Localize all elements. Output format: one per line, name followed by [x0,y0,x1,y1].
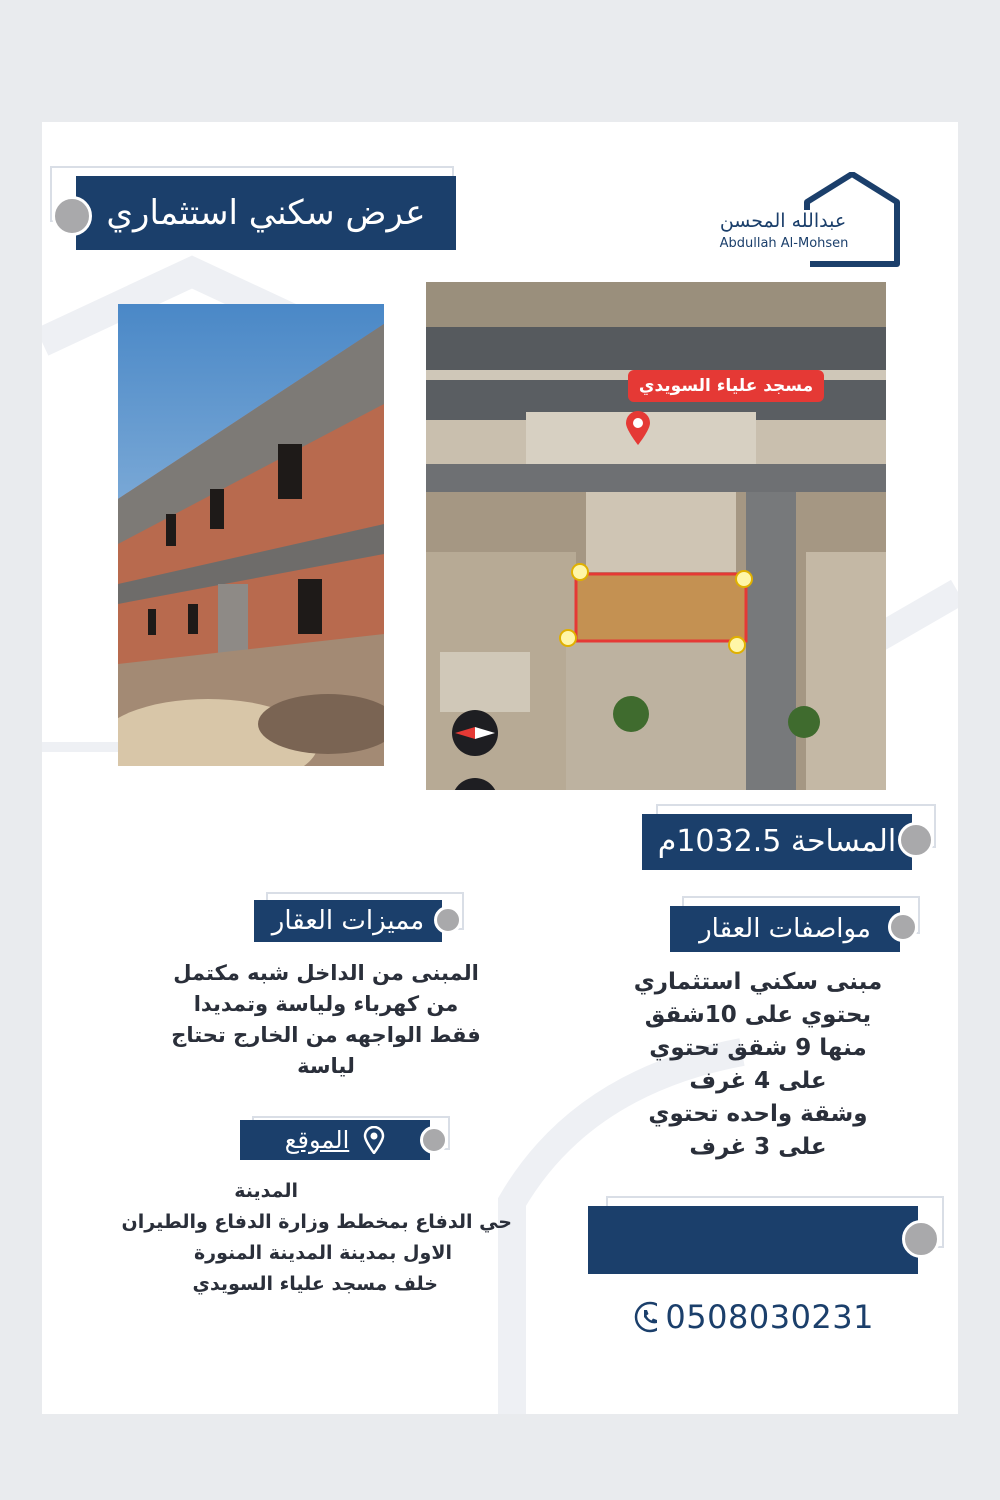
logo-name-ar: عبدالله المحسن [698,210,868,232]
building-image [118,304,384,766]
area-label: المساحة 1032.5م [657,824,897,859]
page-title: عرض سكني استثماري [106,193,426,233]
phone-icon [634,1301,657,1333]
location-line-district: حي الدفاع بمخطط وزارة الدفاع والطيران [121,1211,512,1233]
location-line-plan: الاول بمدينة المدينة المنورة [193,1242,452,1264]
contact-dot [902,1220,940,1258]
features-dot [434,906,462,934]
location-banner [240,1120,430,1160]
logo [692,172,902,267]
title-banner [76,176,456,250]
logo-name-en: Abdullah Al-Mohsen [694,236,874,251]
features-heading: مميزات العقار [271,906,425,936]
flyer-card [42,122,958,1414]
area-banner [642,814,912,870]
location-heading: الموقع [284,1126,350,1154]
phone-row[interactable] [634,1294,874,1340]
aerial-map [426,282,886,790]
contact-banner [588,1206,918,1274]
specs-heading: مواصفات العقار [699,914,871,944]
compass-needle-icon [455,725,495,741]
title-dot [52,196,92,236]
location-text [52,1176,512,1300]
location-pin-icon [624,410,652,446]
area-dot [898,822,934,858]
compass-icon[interactable] [452,710,498,756]
features-banner [254,900,442,942]
map-image [426,282,886,790]
specs-dot [888,912,918,942]
location-dot [420,1126,448,1154]
phone-number[interactable]: 0508030231 [665,1298,874,1336]
location-pin-icon [363,1126,385,1154]
location-line-landmark: خلف مسجد علياء السويدي [192,1273,438,1295]
features-text: المبنى من الداخل شبه مكتمل من كهرباء ولياسة وتمديدا فقط الواجهه من الخارج تحتاج لياسة [171,961,481,1078]
location-line-city: المدينة [234,1180,298,1202]
specs-text: مبنى سكني استثماري يحتوي على 10شقق منها 9 شقق تحتوي على 4 غرف وشقة واحده تحتوي على 3 غرف [633,969,883,1160]
specs-banner [670,906,900,952]
mosque-label: مسجد علياء السويدي [628,370,824,402]
building-photo [118,304,384,766]
